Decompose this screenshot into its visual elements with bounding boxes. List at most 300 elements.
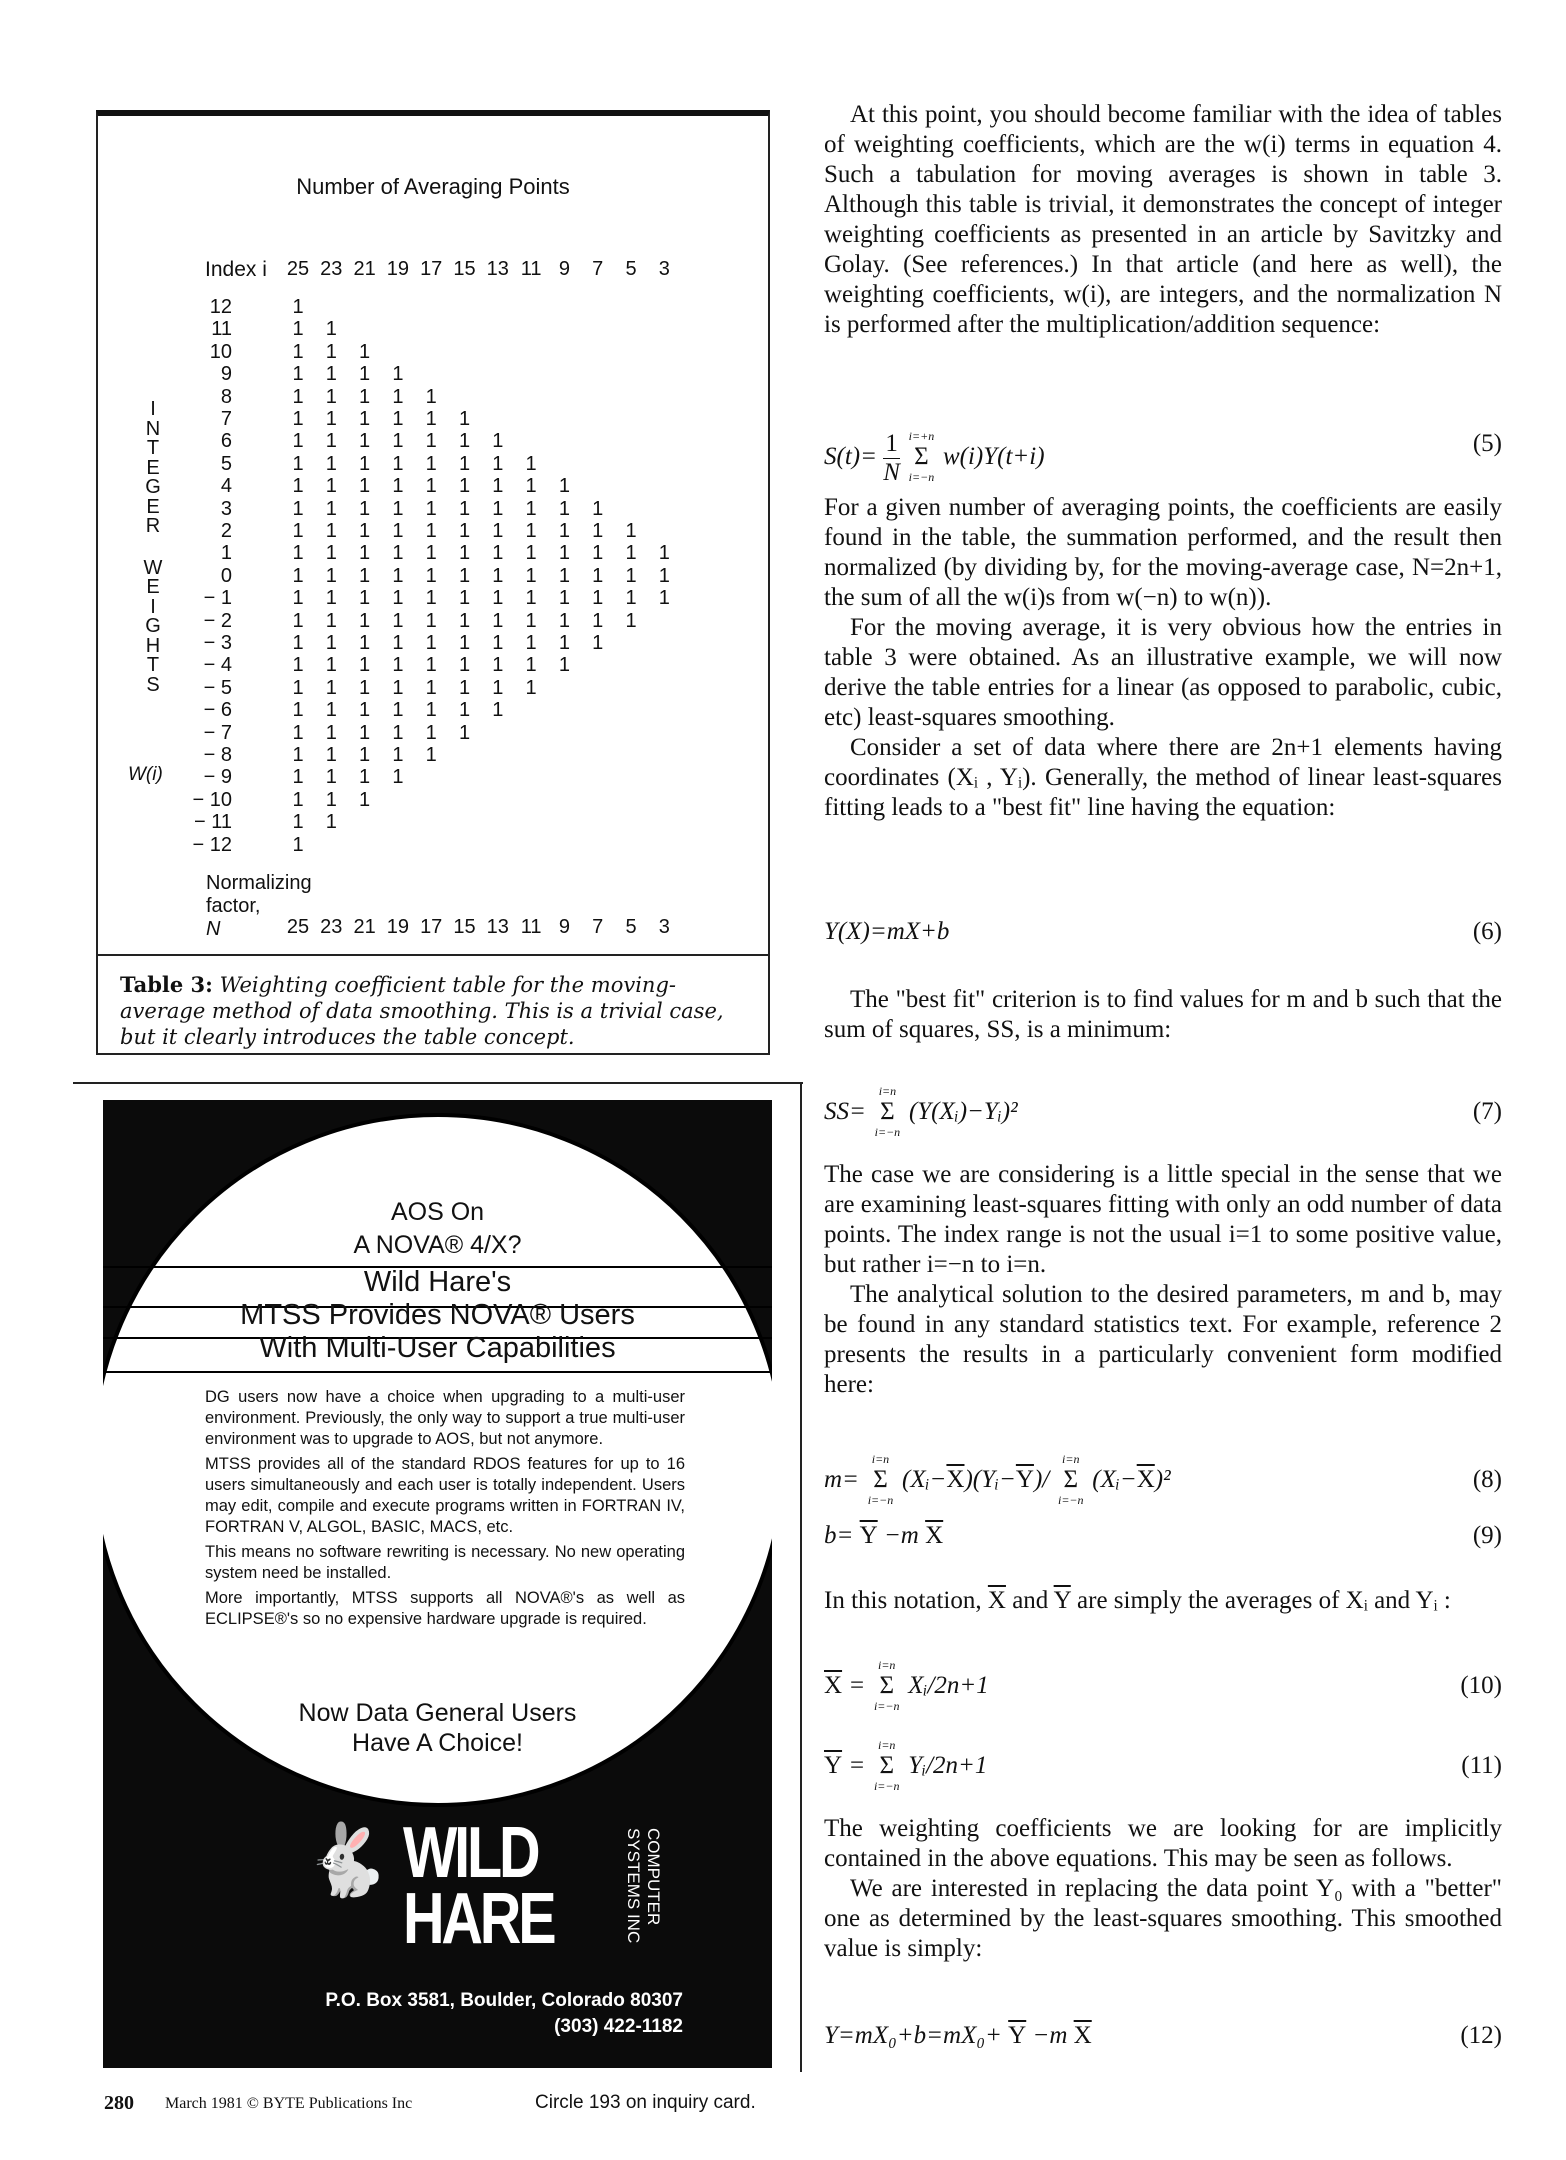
equation-7 [824,1084,1502,1139]
side-letter: S [146,673,160,696]
y-bar: $\overline{Y}$ [824,1752,843,1779]
weight-cell: 1 [492,654,504,677]
y-bar: $\overline{Y}$ [1053,1587,1071,1614]
weight-cell: 1 [292,385,304,408]
weight-cell: 1 [425,542,437,565]
weight-cell: 1 [292,475,304,498]
weight-cell: 1 [359,564,371,587]
row-index: − 2 [203,609,232,632]
side-letter: E [146,576,160,598]
ad-paragraph: DG users now have a choice when upgrading to a multi-user environment. Previously, the only way to support a true multi-user environment was to upgrade to AOS, but not anymore. [205,1388,685,1448]
row-index: − 4 [203,654,232,677]
article-p6-7 [824,1160,1502,1400]
wild-hare-logo [403,1813,563,1959]
eq-rhs: (Y(Xᵢ)−Yᵢ)² [908,1098,1018,1125]
weight-cell: 1 [359,609,371,632]
paragraph: For a given number of averaging points, the coefficients are easily found in the table, the summation performed, and the result then normalized (by dividing by, for the moving-average case, N=2n+1, the sum of all the w(i)s from w(−n) to w(n)). [824,494,1502,611]
row-index: − 8 [203,744,232,766]
table-3-box [96,110,770,1055]
eq-number: (10) [1460,1672,1502,1699]
sum-top: i=n [1062,1452,1080,1466]
weight-cell: 1 [458,587,471,610]
ad-tag-2: Have A Choice! [352,1729,523,1757]
weight-cell: 1 [392,587,404,610]
weight-cell: 1 [392,564,404,587]
weight-cell: 1 [292,609,304,632]
weight-cell: 1 [325,766,337,789]
weight-cell: 1 [392,520,404,542]
weight-cell: 1 [359,721,371,744]
weight-cell: 1 [458,497,471,520]
column-header: 11 [520,258,542,280]
eq-part: )² [1154,1466,1171,1493]
column-header: 15 [453,258,476,280]
eq-number: (11) [1461,1752,1502,1779]
article-p9-10 [824,1814,1502,1964]
sum-top: i=n [871,1452,890,1466]
weight-cell: 1 [292,564,304,587]
weight-cell: 1 [458,452,471,475]
row-index: 11 [211,318,232,341]
x-bar: $\overline{X}$ [824,1672,843,1699]
side-letter: E [146,495,160,518]
weight-cell: 1 [325,340,337,363]
sum-top: i=n [878,1738,896,1752]
normalizing-value: 3 [658,916,670,938]
weight-cell: 1 [325,363,337,386]
row-index: 3 [220,497,232,520]
eq-part: −m [883,1522,919,1549]
sum-bottom: i=−n [867,1493,894,1507]
weight-cell: 1 [425,497,437,520]
weight-cell: 1 [625,520,637,542]
column-header: 23 [320,258,343,280]
weight-cell: 1 [325,721,337,744]
weight-cell: 1 [658,542,670,565]
row-index: − 11 [194,811,232,834]
ad-line-5: With Multi-User Capabilities [259,1332,616,1364]
weight-cell: 1 [292,408,304,430]
weight-cell: 1 [458,632,471,654]
weight-cell: 1 [525,654,537,677]
weight-cell: 1 [458,699,471,722]
weight-cell: 1 [425,676,437,699]
side-letter: I [150,398,156,420]
normalizing-value: 7 [592,916,604,938]
row-index: 7 [220,408,232,430]
weight-cell: 1 [458,430,471,453]
weight-cell: 1 [359,788,371,811]
weight-cell: 1 [458,721,471,744]
weight-cell: 1 [592,497,604,520]
weight-cell: 1 [558,497,570,520]
sum-top: i=n [878,1084,897,1098]
weight-cell: 1 [492,676,504,699]
text: are simply the averages of Xᵢ and Yᵢ : [1077,1587,1451,1614]
weight-cell: 1 [359,676,371,699]
ad-headline [103,1196,772,1365]
weight-cell: 1 [359,654,371,677]
paragraph: The weighting coefficients we are looking for are implicitly contained in the above equations. This may be seen as follows. [824,1815,1502,1872]
weight-cell: 1 [558,609,570,632]
row-index: − 3 [203,632,232,654]
weight-cell: 1 [292,520,304,542]
sum-bottom: i=−n [874,1125,901,1139]
row-index: 10 [209,340,232,363]
weight-cell: 1 [359,766,371,789]
issue-line: March 1981 © BYTE Publications Inc [165,2095,413,2112]
normalizing-value: 23 [320,916,343,938]
weight-cell: 1 [359,744,371,766]
sum-icon: Σ i=n i=−n [873,1658,900,1713]
logo-wild: WILD [403,1813,538,1893]
divider [800,1082,802,2072]
column-header: 13 [486,258,509,280]
weight-cell: 1 [292,430,304,453]
column-header: 7 [592,258,604,280]
sum-icon: Σ i=n i=−n [867,1452,894,1507]
text: In this notation, [824,1587,982,1614]
weight-cell: 1 [458,520,471,542]
sum-icon: Σ i=n i=−n [1057,1452,1084,1507]
numerator: 1 [883,430,900,459]
weight-cell: 1 [325,632,337,654]
paragraph: The case we are considering is a little special in the sense that we are examining least-squares fitting with only an odd number of data points. The index range is not the usual i=1 to some positive value, but rather i=−n to i=n. [824,1161,1502,1278]
weight-cell: 1 [425,564,437,587]
table-title: Number of Averaging Points [296,174,570,199]
weight-cell: 1 [425,385,437,408]
weight-cell: 1 [292,296,304,318]
x-bar: $\overline{X}$ [946,1466,965,1493]
row-index: 9 [220,363,232,386]
article-p8 [824,1586,1502,1616]
normalizing-value: 13 [486,916,509,938]
weight-cell: 1 [425,408,437,430]
weight-cell: 1 [392,766,404,789]
ad-contact [303,1988,683,2040]
weight-cell: 1 [592,609,604,632]
weight-cell: 1 [325,385,337,408]
column-header: 25 [286,258,310,280]
normalizing-value: 5 [625,916,637,938]
side-letter: E [146,456,160,479]
eq-part: )(Yᵢ− [964,1466,1016,1493]
sum-icon: Σ i=n i=−n [873,1738,900,1793]
sum-top: i=+n [908,429,935,444]
weight-cell: 1 [592,542,604,565]
weight-cell: 1 [592,520,604,542]
x-bar: $\overline{X}$ [1073,2022,1092,2049]
weight-cell: 1 [292,699,304,722]
eq-part: −m [1032,2022,1068,2049]
paragraph [824,1586,1502,1616]
logo-side-text: COMPUTER SYSTEMS INC [624,1828,663,1944]
page-number: 280 [104,2092,134,2114]
row-index: 12 [209,296,232,318]
eq-lhs: b= [824,1522,854,1549]
weight-cell: 1 [392,699,404,722]
sum-bottom: i=−n [873,1699,900,1713]
ad-paragraph: More importantly, MTSS supports all NOVA®'s as well as ECLIPSE®'s so no expensive hardware upgrade is required. [205,1589,685,1628]
side-letter: G [145,476,161,498]
weight-cell: 1 [359,430,371,453]
equation-9 [824,1522,1502,1550]
weight-cell: 1 [292,833,304,856]
weight-cell: 1 [392,609,404,632]
eq-number: (12) [1460,2022,1502,2049]
weight-cell: 1 [492,632,504,654]
weight-cell: 1 [359,497,371,520]
weight-cell: 1 [558,542,570,565]
weight-cell: 1 [558,520,570,542]
inquiry-line: Circle 193 on inquiry card. [535,2092,756,2113]
side-letter: H [145,634,161,657]
weight-cell: 1 [492,430,504,453]
weight-cell: 1 [392,744,404,766]
equation-5 [824,430,1502,487]
paragraph: We are interested in replacing the data point Y₀ with a "better" one as determined by the least-squares smoothing. This smoothed value is simply: [824,1875,1502,1962]
weight-cell: 1 [325,744,337,766]
weight-cell: 1 [425,699,437,722]
weight-cell: 1 [525,497,537,520]
weight-cell: 1 [558,475,570,498]
weight-cell: 1 [558,564,570,587]
eq-part: (Xᵢ− [902,1466,947,1493]
side-letter: G [145,615,161,637]
weight-cell: 1 [325,452,337,475]
row-index: − 5 [203,676,232,699]
row-index: − 12 [192,833,232,856]
ad-line-3: Wild Hare's [363,1266,512,1298]
column-header: 21 [353,258,376,280]
sum-icon: Σ i=+n i=−n [908,429,935,485]
weight-cell: 1 [292,811,304,834]
side-letter: R [145,515,161,537]
article-p5 [824,985,1502,1045]
y-bar: $\overline{Y}$ [1008,2022,1027,2049]
sum-icon: Σ i=n i=−n [874,1084,901,1139]
weight-cell: 1 [392,542,404,565]
norm-line-3: N [206,918,221,940]
weight-cell: 1 [592,587,604,610]
eq-text: Y(X)=mX+b [824,918,950,945]
weight-cell: 1 [458,676,471,699]
weight-cell: 1 [558,632,570,654]
weight-cell: 1 [392,632,404,654]
weight-cell: 1 [458,475,471,498]
ad-phone: (303) 422-1182 [554,2016,683,2037]
weight-cell: 1 [625,564,637,587]
ad-address: P.O. Box 3581, Boulder, Colorado 80307 [325,1990,683,2011]
y-bar: $\overline{Y}$ [859,1522,878,1549]
weight-cell: 1 [492,542,504,565]
column-header: 5 [625,258,637,280]
eq-rhs: w(i)Y(t+i) [942,443,1045,471]
row-index: − 10 [192,788,232,811]
normalizing-value: 15 [453,916,476,938]
weight-cell: 1 [558,654,570,677]
eq-part: Y=mX₀+b=mX₀+ [824,2022,1002,2049]
weight-cell: 1 [325,542,337,565]
weight-cell: 1 [325,609,337,632]
weight-cell: 1 [425,654,437,677]
weight-cell: 1 [325,520,337,542]
row-index: − 1 [203,587,232,610]
weight-cell: 1 [325,475,337,498]
weight-cell: 1 [492,497,504,520]
weight-cell: 1 [425,475,437,498]
x-bar: $\overline{X}$ [987,1587,1006,1614]
weight-cell: 1 [292,497,304,520]
row-index: 8 [220,385,232,408]
weight-cell: 1 [292,318,304,341]
weight-cell: 1 [325,676,337,699]
weight-cell: 1 [458,654,471,677]
fraction [883,430,900,487]
row-index: 2 [220,520,232,542]
row-index: − 6 [203,699,232,722]
weight-cell: 1 [592,632,604,654]
paragraph: The "best fit" criterion is to find values for m and b such that the sum of squares, SS, is a minimum: [824,986,1502,1043]
eq-number: (7) [1472,1098,1502,1125]
weight-cell: 1 [625,587,637,610]
eq-rhs: Yᵢ/2n+1 [908,1752,988,1779]
sum-top: i=n [878,1658,896,1672]
weight-cell: 1 [492,520,504,542]
weight-cell: 1 [359,632,371,654]
eq-number: (5) [1472,430,1502,457]
weight-cell: 1 [292,340,304,363]
sum-bottom: i=−n [873,1779,900,1793]
weight-cell: 1 [458,609,471,632]
norm-line-1: Normalizing [206,872,312,894]
weight-cell: 1 [558,587,570,610]
weight-cell: 1 [359,340,371,363]
weight-cell: 1 [325,497,337,520]
eq-number: (9) [1472,1522,1502,1549]
weight-cell: 1 [458,408,471,430]
ad-paragraph: MTSS provides all of the standard RDOS features for up to 16 users simultaneously and each user is totally independent. Users may edit, compile and execute programs written in FORTRAN IV, FORTRAN V, ALGOL, BASIC, MACS, etc. [205,1455,685,1536]
weight-cell: 1 [359,587,371,610]
weight-cell: 1 [292,587,304,610]
ad-body [205,1387,685,1630]
weight-cell: 1 [359,408,371,430]
weight-cell: 1 [325,408,337,430]
normalizing-value: 9 [558,916,570,938]
side-letter: N [145,417,161,440]
weight-cell: 1 [325,318,337,341]
weight-cell: 1 [458,564,471,587]
weight-cell: 1 [325,699,337,722]
index-label: Index i [205,258,267,281]
norm-line-2: factor, [206,895,261,917]
weight-cell: 1 [525,475,537,498]
weight-cell: 1 [425,632,437,654]
weight-cell: 1 [392,452,404,475]
weight-cell: 1 [425,587,437,610]
equation-8 [824,1452,1502,1507]
weight-cell: 1 [525,609,537,632]
weight-cell: 1 [292,632,304,654]
weight-cell: 1 [425,609,437,632]
wild-hare-advertisement[interactable] [103,1100,772,2068]
weight-cell: 1 [392,385,404,408]
weight-cell: 1 [392,430,404,453]
weight-cell: 1 [359,520,371,542]
row-index: 6 [220,430,232,453]
article-p1 [824,100,1502,340]
weight-cell: 1 [292,363,304,386]
weight-cell: 1 [525,587,537,610]
weight-cell: 1 [525,452,537,475]
weight-cell: 1 [325,430,337,453]
sum-bottom: i=−n [908,470,935,485]
weight-cell: 1 [525,564,537,587]
weight-cell: 1 [425,430,437,453]
paragraph: For the moving average, it is very obvious how the entries in table 3 were obtained. As an illustrative example, we will now derive the table entries for a linear (as opposed to parabolic, cubic, etc) least-squares smoothing. [824,614,1502,731]
weight-cell: 1 [325,654,337,677]
eq-part: (Xᵢ− [1092,1466,1137,1493]
equation-6 [824,918,1502,946]
row-index: − 7 [203,721,232,744]
weight-cell: 1 [392,408,404,430]
eq-lhs: S(t)= [824,443,877,471]
weight-cell: 1 [292,788,304,811]
caption-divider [98,954,768,956]
weight-cell: 1 [359,452,371,475]
weight-cell: 1 [292,766,304,789]
row-index: − 9 [203,766,232,789]
sum-bottom: i=−n [1057,1493,1084,1507]
ad-paragraph: This means no software rewriting is necessary. No new operating system need be installed. [205,1543,685,1582]
equation-11: $\overline{Y} = \Sigma$ i=n i=−n Yᵢ/2n+1 (11) [824,1738,1502,1793]
weight-cell: 1 [492,699,504,722]
normalizing-value: 17 [420,916,443,938]
normalizing-value: 21 [353,916,376,938]
weight-cell: 1 [292,542,304,565]
normalizing-value: 11 [520,916,542,938]
weight-cell: 1 [525,520,537,542]
eq-lhs: SS= [824,1098,866,1125]
weight-cell: 1 [625,542,637,565]
weight-cell: 1 [492,452,504,475]
row-index: 0 [220,564,232,587]
column-header: 9 [558,258,570,280]
ad-line-4: MTSS Provides NOVA® Users [240,1299,635,1331]
caption-text: Weighting coefficient table for the moving-average method of data smoothing. This is a trivial case, but it clearly introduces the table concept. [120,973,724,1049]
row-index: 4 [220,475,232,498]
eq-rhs: Xᵢ/2n+1 [908,1672,989,1699]
weight-cell: 1 [392,363,404,386]
y-bar: $\overline{Y}$ [1015,1466,1034,1493]
weight-cell: 1 [292,654,304,677]
column-header: 19 [386,258,410,280]
column-header: 17 [420,258,443,280]
weight-cell: 1 [325,564,337,587]
weight-cell: 1 [325,811,337,834]
w-i-label: W(i) [128,764,163,785]
weight-cell: 1 [658,587,670,610]
weight-cell: 1 [392,475,404,498]
ad-tag-1: Now Data General Users [298,1699,577,1727]
eq-lhs: m= [824,1466,859,1493]
weight-cell: 1 [425,452,437,475]
normalizing-value: 19 [386,916,410,938]
weight-cell: 1 [292,744,304,766]
equation-10: $\overline{X} = \Sigma$ i=n i=−n Xᵢ/2n+1 (10) [824,1658,1502,1713]
weight-cell: 1 [492,564,504,587]
weight-cell: 1 [525,542,537,565]
